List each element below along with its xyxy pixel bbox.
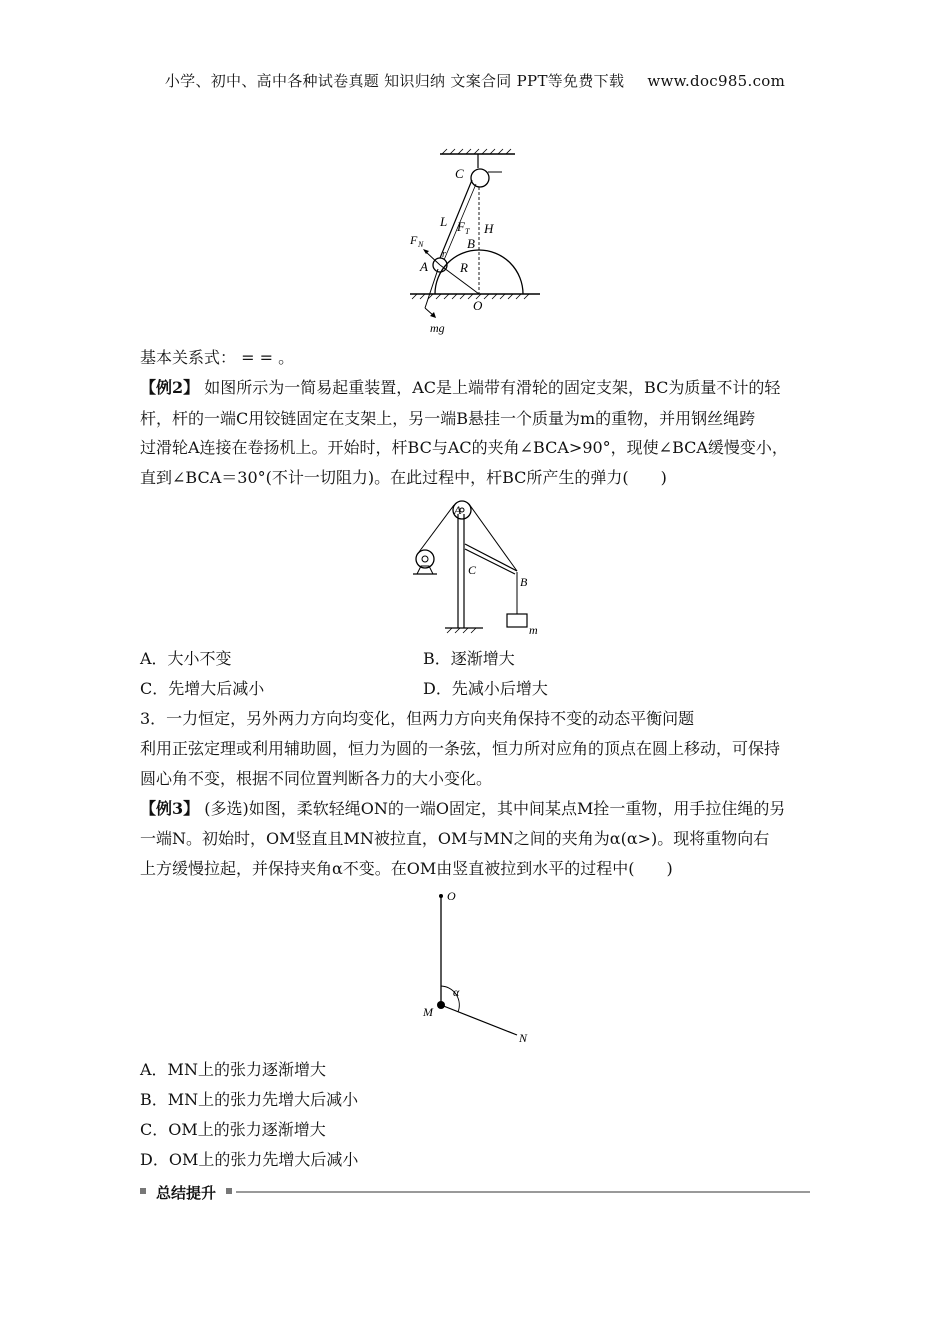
example3-line3: 上方缓慢拉起，并保持夹角α不变。在OM由竖直被拉到水平的过程中( ): [140, 859, 673, 878]
example2-line4: 直到∠BCA＝30°(不计一切阻力)。在此过程中，杆BC所产生的弹力( ): [140, 468, 667, 487]
example2-text1: 如图所示为一简易起重装置，AC是上端带有滑轮的固定支架，BC为质量不计的轻: [204, 378, 781, 397]
example3-option-b[interactable]: B．MN上的张力先增大后减小: [140, 1090, 359, 1109]
example2-option-d[interactable]: D．先减小后增大: [423, 679, 548, 698]
summary-bullet-icon: [226, 1188, 232, 1194]
example2-option-c[interactable]: C．先增大后减小: [140, 679, 265, 698]
example2-option-a[interactable]: A．大小不变: [140, 649, 232, 668]
figure-rope: [415, 882, 545, 1050]
figure-hemisphere: [400, 148, 550, 340]
example3-line2: 一端N。初始时，OM竖直且MN被拉直，OM与MN之间的夹角为α(α>)。现将重物向右: [140, 829, 770, 848]
crane-label-m: m: [529, 623, 538, 637]
summary-bullet-icon: [140, 1188, 146, 1194]
rope-label-alpha: α: [453, 985, 460, 999]
example2-line1: [140, 378, 820, 398]
summary-divider: [236, 1191, 810, 1193]
rope-label-N: N: [519, 1031, 528, 1045]
rope-label-M: M: [423, 1005, 433, 1019]
label-A: A: [420, 259, 428, 274]
crane-label-A: A: [454, 503, 462, 517]
page-header: [0, 70, 950, 91]
label-O: O: [473, 298, 483, 313]
section3-title: 3．一力恒定，另外两力方向均变化，但两力方向夹角保持不变的动态平衡问题: [140, 709, 695, 728]
section3-line1: 利用正弦定理或利用辅助圆，恒力为圆的一条弦，恒力所对应角的顶点在圆上移动，可保持: [140, 739, 781, 758]
rope-label-O: O: [447, 889, 456, 903]
label-FT-sub: T: [465, 227, 470, 236]
example3-option-d[interactable]: D．OM上的张力先增大后减小: [140, 1150, 359, 1169]
label-C: C: [455, 166, 464, 181]
label-H: H: [484, 221, 494, 236]
example3-option-c[interactable]: C．OM上的张力逐渐增大: [140, 1120, 326, 1139]
example3-line1: [140, 799, 820, 819]
summary-title: 总结提升: [156, 1184, 217, 1202]
example2-option-b[interactable]: B．逐渐增大: [423, 649, 515, 668]
label-B: B: [467, 236, 475, 251]
label-R: R: [460, 260, 468, 275]
example3-tag: 【例3】: [140, 799, 200, 818]
summary-section: [140, 1182, 820, 1202]
label-r: r: [442, 249, 446, 260]
label-FN-sub: N: [418, 240, 424, 249]
basic-relation: 基本关系式： = = 。: [140, 348, 295, 367]
example2-tag: 【例2】: [140, 378, 200, 397]
example2-line2: 杆，杆的一端C用铰链固定在支架上，另一端B悬挂一个质量为m的重物，并用钢丝绳跨: [140, 409, 756, 428]
label-FT: F: [457, 219, 465, 234]
example2-line3: 过滑轮A连接在卷扬机上。开始时，杆BC与AC的夹角∠BCA>90°，现使∠BCA缓慢变小，: [140, 438, 788, 457]
header-text: 小学、初中、高中各种试卷真题 知识归纳 文案合同 PPT等免费下载: [164, 72, 625, 90]
label-FN: F: [410, 233, 418, 247]
crane-label-B: B: [520, 575, 528, 589]
section3-line2: 圆心角不变，根据不同位置判断各力的大小变化。: [140, 769, 493, 788]
header-site[interactable]: www.doc985.com: [647, 72, 786, 90]
example3-text1: (多选)如图，柔软轻绳ON的一端O固定，其中间某点M拴一重物，用手拉住绳的另: [204, 799, 786, 818]
label-L: L: [440, 214, 448, 229]
label-mg: mg: [430, 321, 445, 335]
example3-option-a[interactable]: A．MN上的张力逐渐增大: [140, 1060, 326, 1079]
crane-label-C: C: [468, 563, 477, 577]
figure-crane: [405, 496, 555, 638]
